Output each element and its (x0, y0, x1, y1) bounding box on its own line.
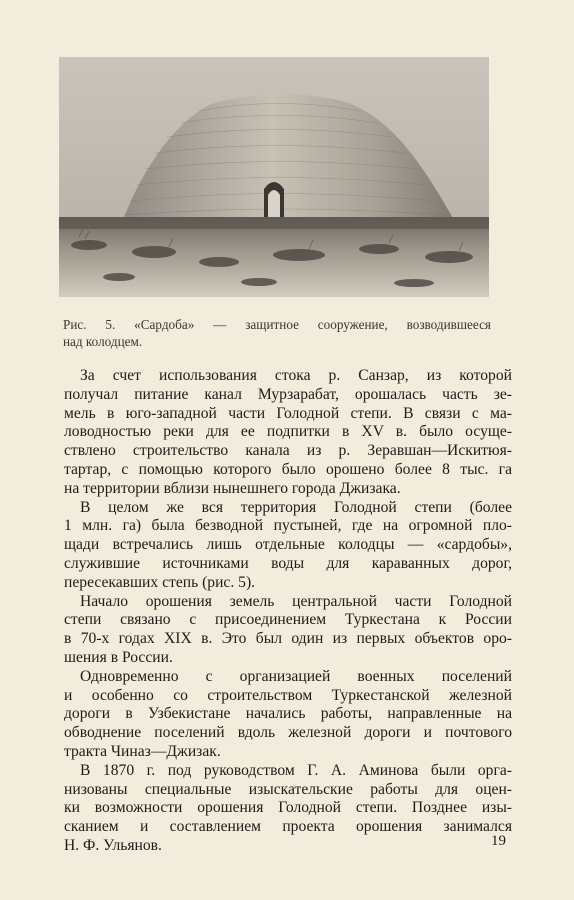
figure-caption (63, 316, 491, 350)
text-line: тракта Чиназ—Джизак. (64, 742, 221, 760)
text-line: щади встречались лишь отдельные колодцы — «сардобы», (64, 536, 512, 554)
text-line: сканием и составлением проекта орошения занимался (64, 818, 512, 836)
text-line: и особенно со строительством Туркестанской железной (64, 686, 512, 704)
text-line: В целом же вся территория Голодной степи (более (80, 498, 512, 516)
text-line: тартар, с помощью которого было орошено более 8 тыс. га (64, 460, 512, 478)
text-line: дороги в Узбекистане начались работы, направленные на (64, 705, 512, 723)
text-line: ки возможности орошения Голодной степи. Позднее изы- (64, 799, 512, 817)
text-line: на территории вблизи нынешнего города Джизака. (64, 479, 401, 497)
text-line: Одновременно с организацией военных поселений (80, 667, 512, 685)
text-line: В 1870 г. под руководством Г. А. Аминова были орга- (80, 761, 512, 779)
sardoba-photo (59, 57, 489, 297)
caption-line: над колодцем. (63, 334, 143, 349)
text-line: ловодностью реки для ее подпитки в XV в. было осуще- (64, 423, 512, 441)
text-line: пересекавших степь (рис. 5). (64, 573, 256, 591)
caption-line: Рис. 5. «Сардоба» — защитное сооружение, возводившееся (63, 317, 491, 332)
text-line: получал питание канал Мурзарабат, орошалась часть зе- (64, 385, 512, 403)
text-line: в 70-х годах XIX в. Это был один из первых объектов оро- (64, 630, 512, 648)
text-line: шения в России. (64, 648, 173, 666)
text-line: Н. Ф. Ульянов. (64, 836, 162, 854)
text-line: Начало орошения земель центральной части Голодной (80, 592, 512, 610)
text-line: степи связано с присоединением Туркестана к России (64, 611, 512, 629)
text-line: обводнение поселений вдоль железной дороги и почтового (64, 724, 512, 742)
body-text (64, 367, 512, 856)
text-line: За счет использования стока р. Санзар, из которой (80, 367, 512, 384)
text-line: 1 млн. га) была безводной пустыней, где на огромной пло- (64, 517, 512, 535)
page-number: 19 (491, 833, 506, 849)
text-line: ствлено строительство канала из р. Зеравшан—Искитюя- (64, 442, 512, 460)
text-line: мель в юго-западной части Голодной степи. В связи с ма- (64, 404, 512, 422)
text-line: низованы специальные изыскательские работы для оцен- (64, 780, 512, 798)
text-line: служившие источниками воды для караванных дорог, (64, 554, 512, 572)
sardoba-illustration (59, 57, 489, 297)
